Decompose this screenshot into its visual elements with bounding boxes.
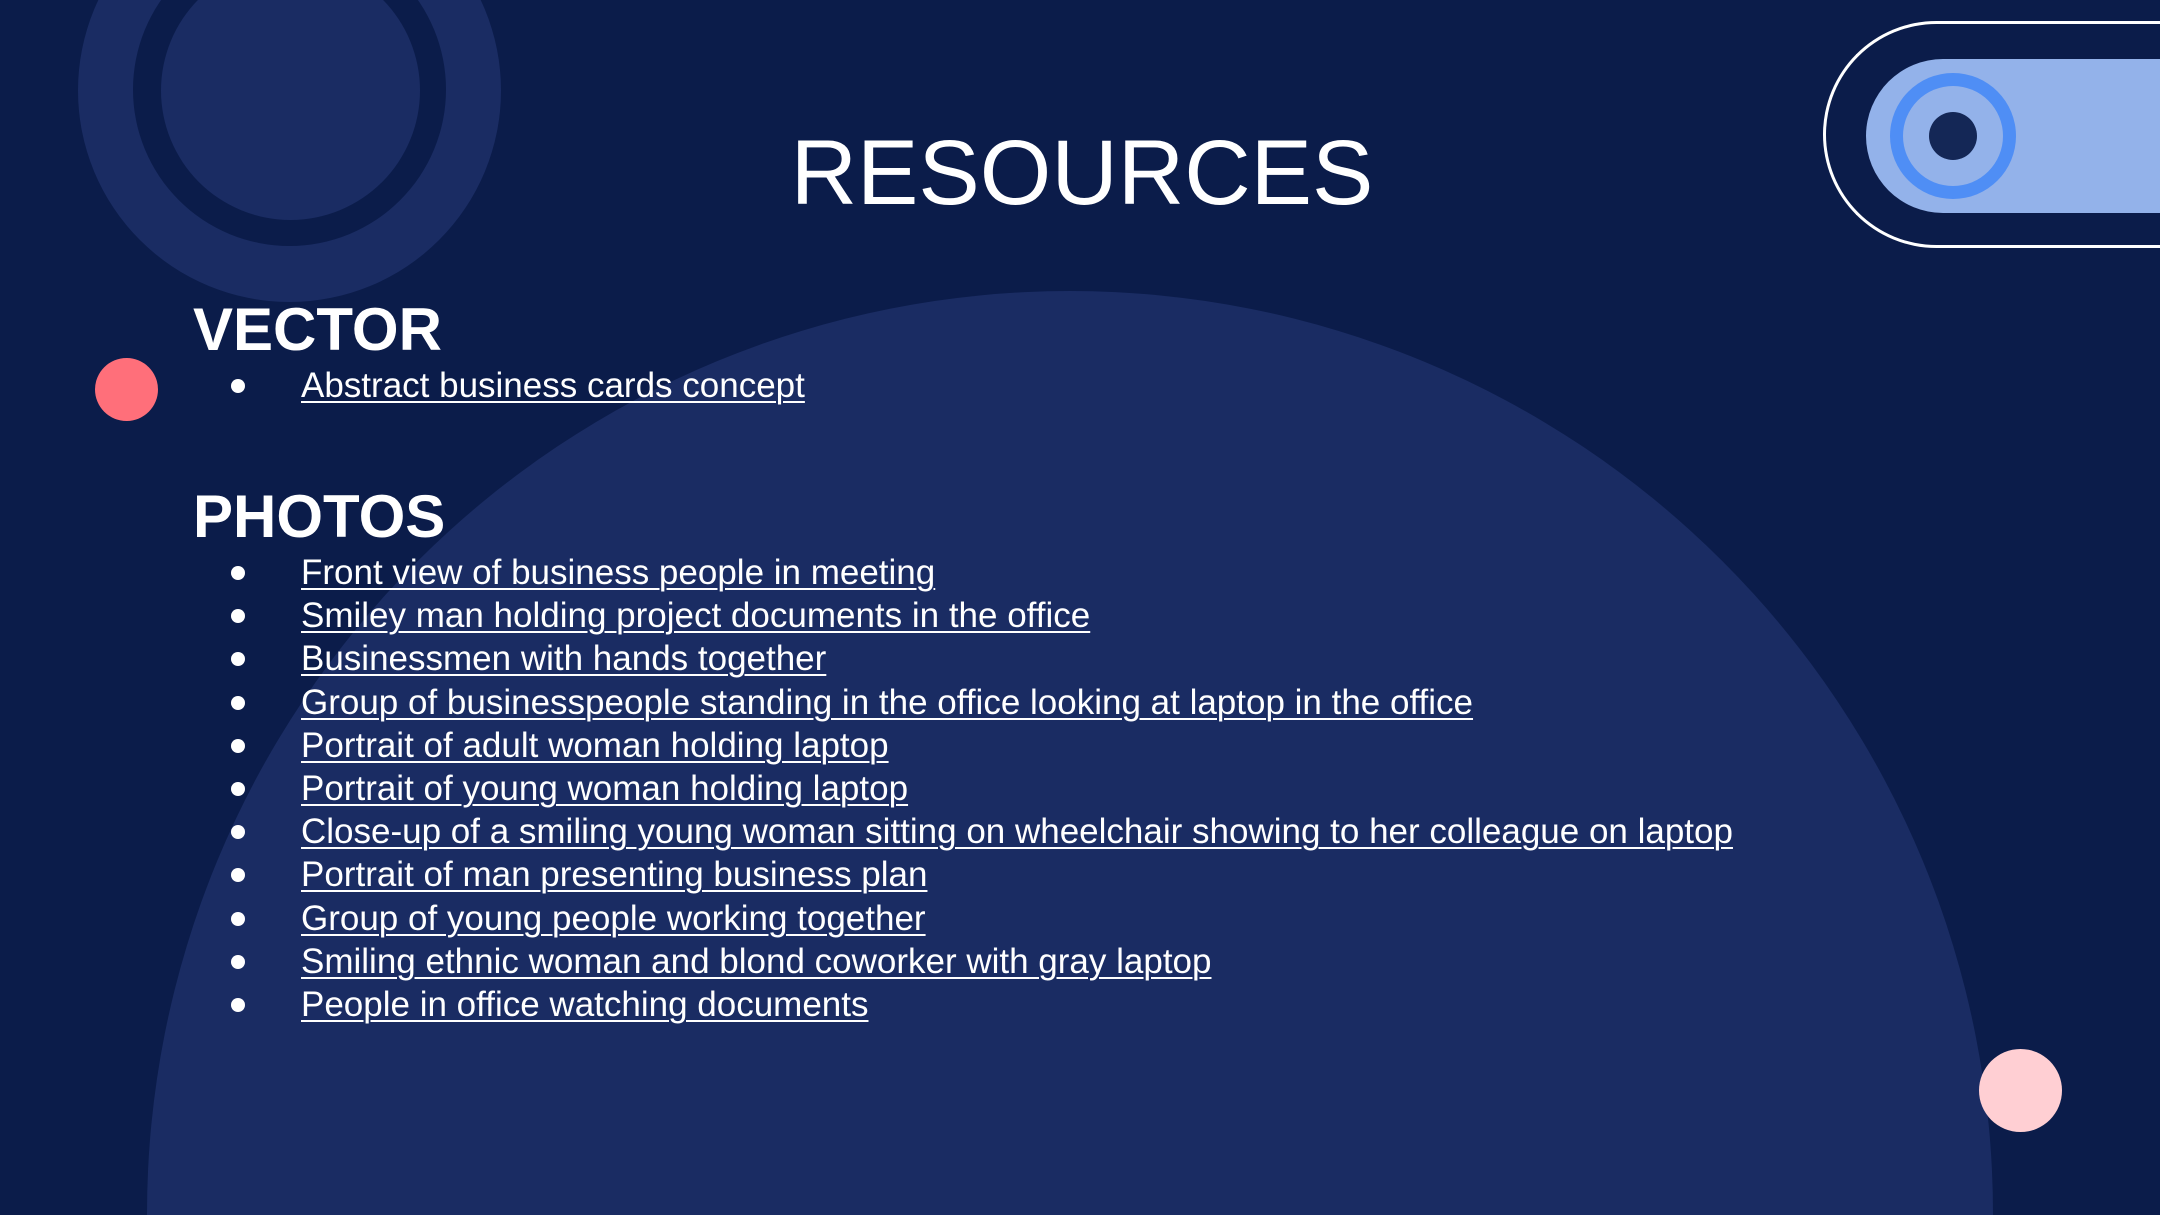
bullet-icon [231,609,245,623]
resource-link[interactable]: Group of businesspeople standing in the office looking at laptop in the office [301,682,1474,722]
list-item [193,724,1893,767]
bullet-icon [231,652,245,666]
bullet-icon [231,998,245,1012]
list-item [193,853,1893,896]
bullet-icon [231,696,245,710]
list-item [193,594,1893,637]
bullet-icon [231,739,245,753]
resource-link[interactable]: People in office watching documents [301,984,869,1024]
decorative-coral-dot [95,358,158,421]
list-item [193,897,1893,940]
resource-link[interactable]: Portrait of adult woman holding laptop [301,725,889,765]
list-item [193,681,1893,724]
resource-link[interactable]: Abstract business cards concept [301,366,805,405]
resource-link[interactable]: Businessmen with hands together [301,639,827,679]
bullet-icon [231,868,245,882]
resource-link[interactable]: Front view of business people in meeting [301,553,936,592]
vector-section [193,296,1893,407]
resource-link[interactable]: Close-up of a smiling young woman sitting on wheelchair showing to her colleague on laptop [301,812,1733,852]
vector-link-list [193,364,1893,407]
photos-section [193,483,1893,1026]
list-item [193,983,1893,1026]
list-item [193,637,1893,680]
list-item [193,767,1893,810]
bullet-icon [231,912,245,926]
resource-link[interactable]: Portrait of young woman holding laptop [301,768,909,808]
bullet-icon [231,825,245,839]
resource-link[interactable]: Smiley man holding project documents in the office [301,596,1091,636]
list-item [193,810,1893,853]
list-item [193,364,1893,407]
bullet-icon [231,782,245,796]
resource-link[interactable]: Group of young people working together [301,898,926,938]
page-title: RESOURCES [790,122,1374,224]
decorative-pink-dot [1979,1049,2062,1132]
bullet-icon [231,955,245,969]
resource-link[interactable]: Smiling ethnic woman and blond coworker with gray laptop [301,941,1212,981]
photos-heading: PHOTOS [193,483,446,550]
photos-link-list [193,551,1893,1026]
list-item [193,940,1893,983]
bullet-icon [231,379,245,393]
list-item [193,551,1893,594]
resource-link[interactable]: Portrait of man presenting business plan [301,855,928,895]
vector-heading: VECTOR [193,296,442,363]
bullet-icon [231,566,245,580]
